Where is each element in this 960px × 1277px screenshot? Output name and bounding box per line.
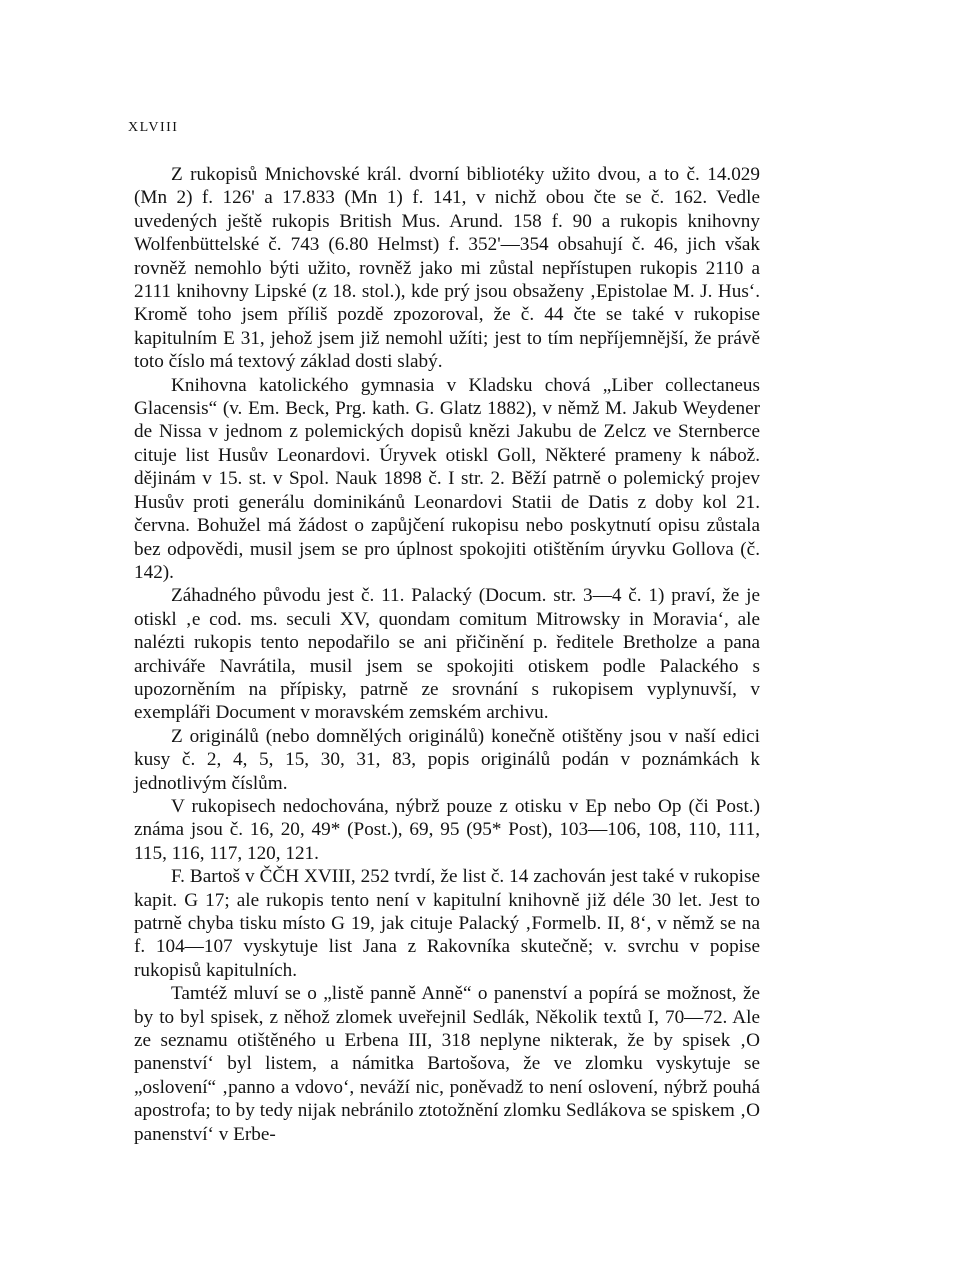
- paragraph: Z originálů (nebo domnělých originálů) konečně otištěny jsou v naší edici kusy č. 2, 4, 5, 15, 30, 31, 83, popis originálů podán v poznámkách k jednotlivým číslům.: [134, 725, 760, 794]
- paragraph: Z rukopisů Mnichovské král. dvorní bibliotéky užito dvou, a to č. 14.029 (Mn 2) f. 126' a 17.833 (Mn 1) f. 141, v nichž obou čte se č. 162. Vedle uvedených ještě rukopis British Mus. Arund. 158 f. 90 a rukopis knihovny Wolfenbüttelské č. 743 (6.80 Helmst) f. 352'—354 obsahují č. 46, jich však rovněž nemohlo býti užito, rovněž jako mi zůstal nepřístupen rukopis 2110 a 2111 knihovny Lipské (z 18. stol.), kde prý jsou obsaženy ‚Epistolae M. J. Hus‘. Kromě toho jsem příliš pozdě zpozoroval, že č. 44 čte se také v rukopise kapitulním E 31, jehož jsem již nemohl užíti; jest to tím nepříjemnější, že právě toto číslo má textový základ dosti slabý.: [134, 164, 760, 373]
- paragraph: Záhadného původu jest č. 11. Palacký (Docum. str. 3—4 č. 1) praví, že je otiskl ‚e cod. ms. seculi XV, quondam comitum Mitrowsky in Moravia‘, ale nalézti rukopis tento nepodařilo se ani přičinění p. ředitele Bretholze a pana archiváře Navrátila, musil jsem se spokojiti otiskem podle Palackého s upozorněním na přípisky, patrně ze srovnání s rukopisem vyplynuvší, v exempláři Document v moravském zemském archivu.: [134, 585, 760, 724]
- paragraph: F. Bartoš v ČČH XVIII, 252 tvrdí, že list č. 14 zachován jest také v rukopise kapit. G 17; ale rukopis tento není v kapitulní knihovně již déle 30 let. Jest to patrně chyba tisku místo G 19, jak cituje Palacký ‚Formelb. II, 8‘, v němž se na f. 104—107 vyskytuje list Jana z Rakovníka skutečně; v. svrchu v popise rukopisů kapitulních.: [134, 866, 760, 981]
- body-text: [134, 163, 760, 1146]
- paragraph: V rukopisech nedochována, nýbrž pouze z otisku v Ep nebo Op (či Post.) známa jsou č. 16, 20, 49* (Post.), 69, 95 (95* Post), 103—106, 108, 110, 111, 115, 116, 117, 120, 121.: [134, 795, 760, 864]
- paragraph: Knihovna katolického gymnasia v Kladsku chová „Liber collectaneus Glacensis“ (v. Em. Beck, Prg. kath. G. Glatz 1882), v němž M. Jakub Weydener de Nissa v jednom z polemických dopisů knězi Jakubu de Zelcz ve Sternberce cituje list Husův Leonardovi. Úryvek otiskl Goll, Některé prameny k nábož. dějinám v 15. st. v Spol. Nauk 1898 č. I str. 2. Běží patrně o polemický projev Husův proti generálu dominikánů Leonardovi Statii de Datis z doby kol 21. června. Bohužel má žádost o zapůjčení rukopisu nebo poskytnutí opisu zůstala bez odpovědi, musil jsem se pro úplnost spokojiti otištěním úryvku Gollova (č. 142).: [134, 374, 760, 583]
- paragraph: Tamtéž mluví se o „listě panně Anně“ o panenství a popírá se možnost, že by to byl spisek, z něhož zlomek uveřejnil Sedlák, Několik textů I, 70—72. Ale ze seznamu otištěného u Erbena III, 318 neplyne nikterak, že by spisek ‚O panenství‘ byl listem, a námitka Bartošova, že ve zlomku vyskytuje se „oslovení“ ‚panno a vdovo‘, neváží nic, poněvadž to není oslovení, nýbrž pouhá apostrofa; to by tedy nijak nebránilo ztotožnění zlomku Sedlákova se spiskem ‚O panenství‘ v Erbe-: [134, 983, 760, 1145]
- page-number-roman: XLVIII: [128, 120, 179, 135]
